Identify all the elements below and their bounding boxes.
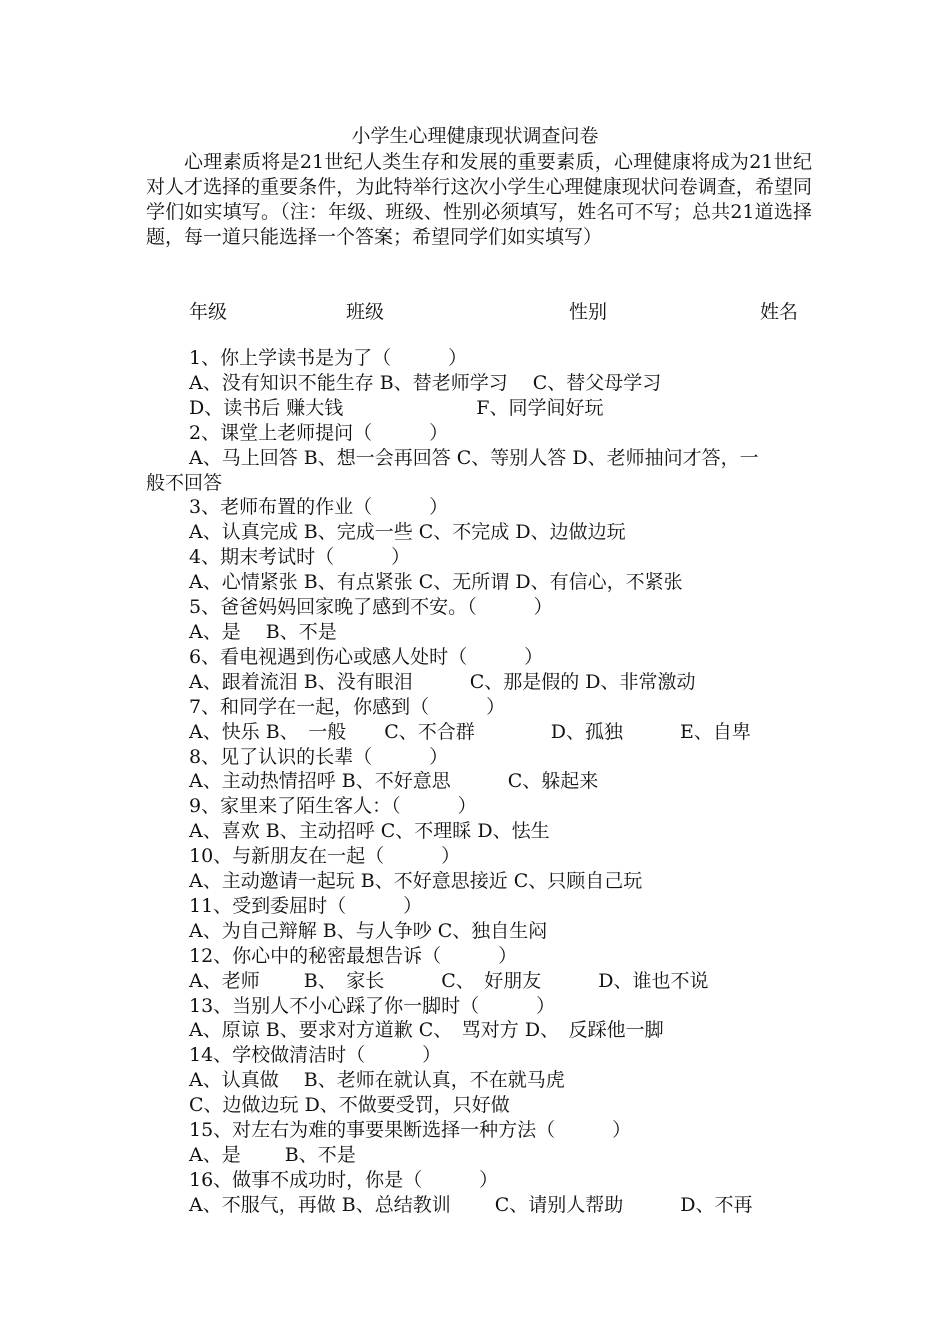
question-line: 15、对左右为难的事要果断选择一种方法（ ） [189, 1119, 632, 1142]
options-line: A、老师 B、 家长 C、 好朋友 D、谁也不说 [189, 969, 709, 992]
options-line: C、边做边玩 D、不做要受罚，只好做 [189, 1094, 510, 1117]
question-line: 3、老师布置的作业（ ） [189, 496, 449, 519]
question-list [146, 346, 812, 1218]
question-line: 12、你心中的秘密最想告诉（ ） [189, 944, 518, 967]
intro-paragraph: 心理素质将是21世纪人类生存和发展的重要素质，心理健康将成为21世纪对人才选择的重要条件，为此特举行这次小学生心理健康现状问卷调查，希望同学们如实填写。（注：年级、班级、性别必须填写，姓名可不写；总共21道选择题，每一道只能选择一个答案；希望同学们如实填写） [146, 151, 812, 248]
options-line: D、读书后 赚大钱 F、同学间好玩 [189, 396, 604, 419]
options-line: A、主动热情招呼 B、不好意思 C、躲起来 [189, 770, 599, 793]
question-line: 14、学校做清洁时（ ） [189, 1044, 442, 1067]
options-line: A、认真完成 B、完成一些 C、不完成 D、边做边玩 [189, 521, 626, 544]
options-line: A、主动邀请一起玩 B、不好意思接近 C、只顾自己玩 [189, 870, 643, 893]
question-line: 13、当别人不小心踩了你一脚时（ ） [189, 994, 556, 1017]
options-line: A、没有知识不能生存 B、替老师学习 C、替父母学习 [189, 371, 662, 394]
question-line: 7、和同学在一起，你感到（ ） [189, 695, 506, 718]
name-field-label: 姓名 [760, 301, 799, 323]
grade-field-label: 年级 [189, 301, 228, 323]
options-line: A、心情紧张 B、有点紧张 C、无所谓 D、有信心，不紧张 [189, 571, 683, 594]
document-title: 小学生心理健康现状调查问卷 [351, 125, 599, 147]
question-line: 6、看电视遇到伤心或感人处时（ ） [189, 645, 544, 668]
options-line: A、原谅 B、要求对方道歉 C、 骂对方 D、 反踩他一脚 [189, 1019, 664, 1042]
question-line: 11、受到委屈时（ ） [189, 894, 423, 917]
options-line: A、为自己辩解 B、与人争吵 C、独自生闷 [189, 919, 548, 942]
question-line: 16、做事不成功时，你是（ ） [189, 1168, 499, 1191]
question-line: 5、爸爸妈妈回家晚了感到不安。（ ） [189, 596, 553, 619]
options-line: A、不服气，再做 B、总结教训 C、请别人帮助 D、不再 [189, 1193, 753, 1216]
options-line: A、跟着流泪 B、没有眼泪 C、那是假的 D、非常激动 [189, 670, 696, 693]
question-line: 1、你上学读书是为了（ ） [189, 347, 468, 369]
options-line: A、喜欢 B、主动招呼 C、不理睬 D、怯生 [189, 820, 550, 843]
class-field-label: 班级 [346, 301, 385, 323]
options-line: 般不回答 [146, 471, 223, 494]
gender-field-label: 性别 [569, 301, 608, 323]
options-line: A、马上回答 B、想一会再回答 C、等别人答 D、老师抽问才答，一 [189, 446, 759, 469]
options-line: A、是 B、不是 [189, 620, 337, 643]
question-line: 2、课堂上老师提问（ ） [189, 421, 449, 444]
question-line: 9、家里来了陌生客人：（ ） [189, 795, 477, 818]
question-line: 4、期末考试时（ ） [189, 546, 411, 569]
options-line: A、快乐 B、 一般 C、不合群 D、孤独 E、自卑 [189, 720, 751, 743]
options-line: A、认真做 B、老师在就认真，不在就马虎 [189, 1069, 565, 1092]
question-line: 8、见了认识的长辈（ ） [189, 745, 449, 768]
options-line: A、是 B、不是 [189, 1144, 356, 1166]
question-line: 10、与新朋友在一起（ ） [189, 845, 461, 868]
info-fields-row [0, 297, 950, 323]
